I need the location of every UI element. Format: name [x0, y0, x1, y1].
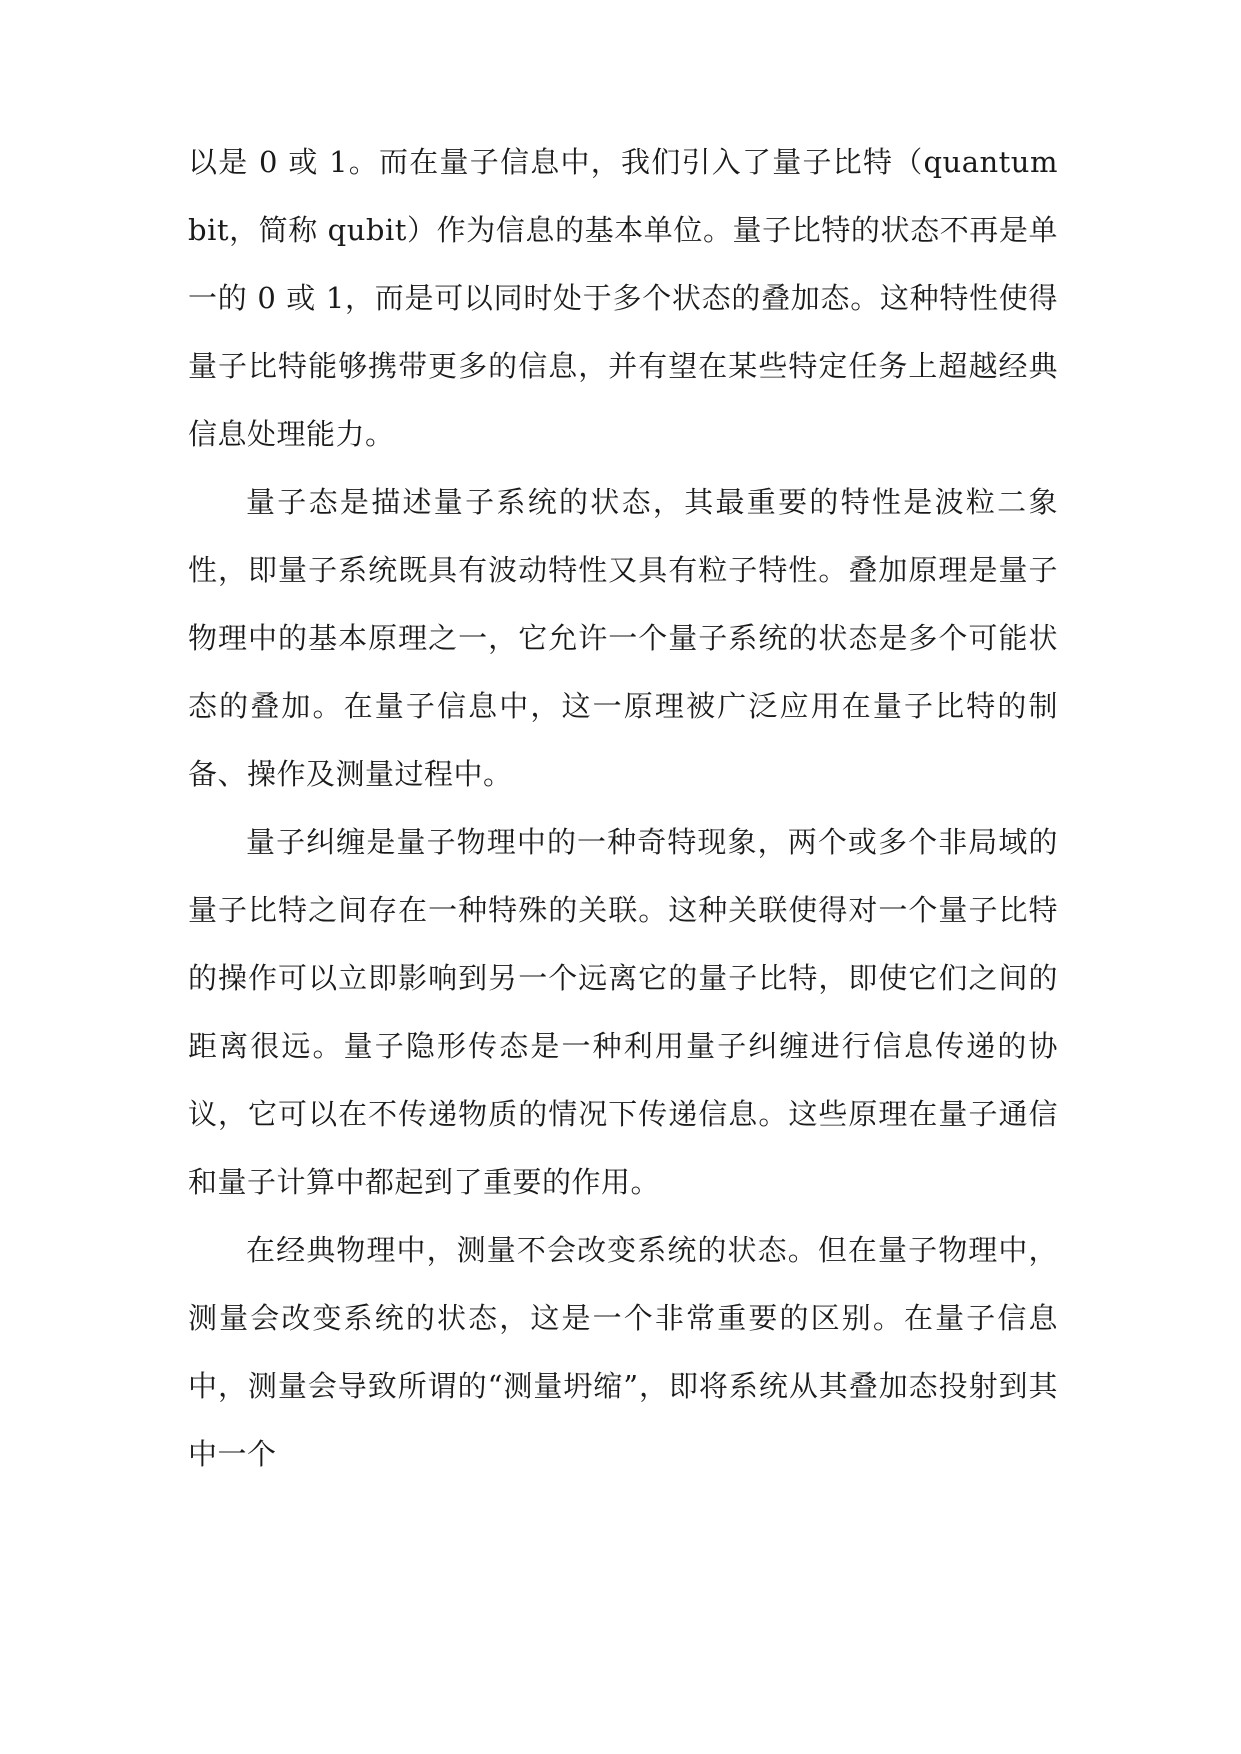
- paragraph-measurement: 在经典物理中，测量不会改变系统的状态。但在量子物理中，测量会改变系统的状态，这是一个非常重要的区别。在量子信息中，测量会导致所谓的“测量坍缩”，即将系统从其叠加态投射到其中一个: [188, 1233, 1058, 1471]
- paragraph-qubit-intro: 以是 0 或 1。而在量子信息中，我们引入了量子比特（quantum bit，简称 qubit）作为信息的基本单位。量子比特的状态不再是单一的 0 或 1，而是可以同时处于多个状态的叠加态。这种特性使得量子比特能够携带更多的信息，并有望在某些特定任务上超越经典信息处理能力。: [188, 145, 1058, 451]
- paragraph-quantum-state: 量子态是描述量子系统的状态，其最重要的特性是波粒二象性，即量子系统既具有波动特性又具有粒子特性。叠加原理是量子物理中的基本原理之一，它允许一个量子系统的状态是多个可能状态的叠加。在量子信息中，这一原理被广泛应用在量子比特的制备、操作及测量过程中。: [188, 485, 1058, 791]
- paragraph-entanglement: 量子纠缠是量子物理中的一种奇特现象，两个或多个非局域的量子比特之间存在一种特殊的关联。这种关联使得对一个量子比特的操作可以立即影响到另一个远离它的量子比特，即使它们之间的距离很远。量子隐形传态是一种利用量子纠缠进行信息传递的协议，它可以在不传递物质的情况下传递信息。这些原理在量子通信和量子计算中都起到了重要的作用。: [188, 825, 1058, 1199]
- document-body: [188, 128, 1058, 1488]
